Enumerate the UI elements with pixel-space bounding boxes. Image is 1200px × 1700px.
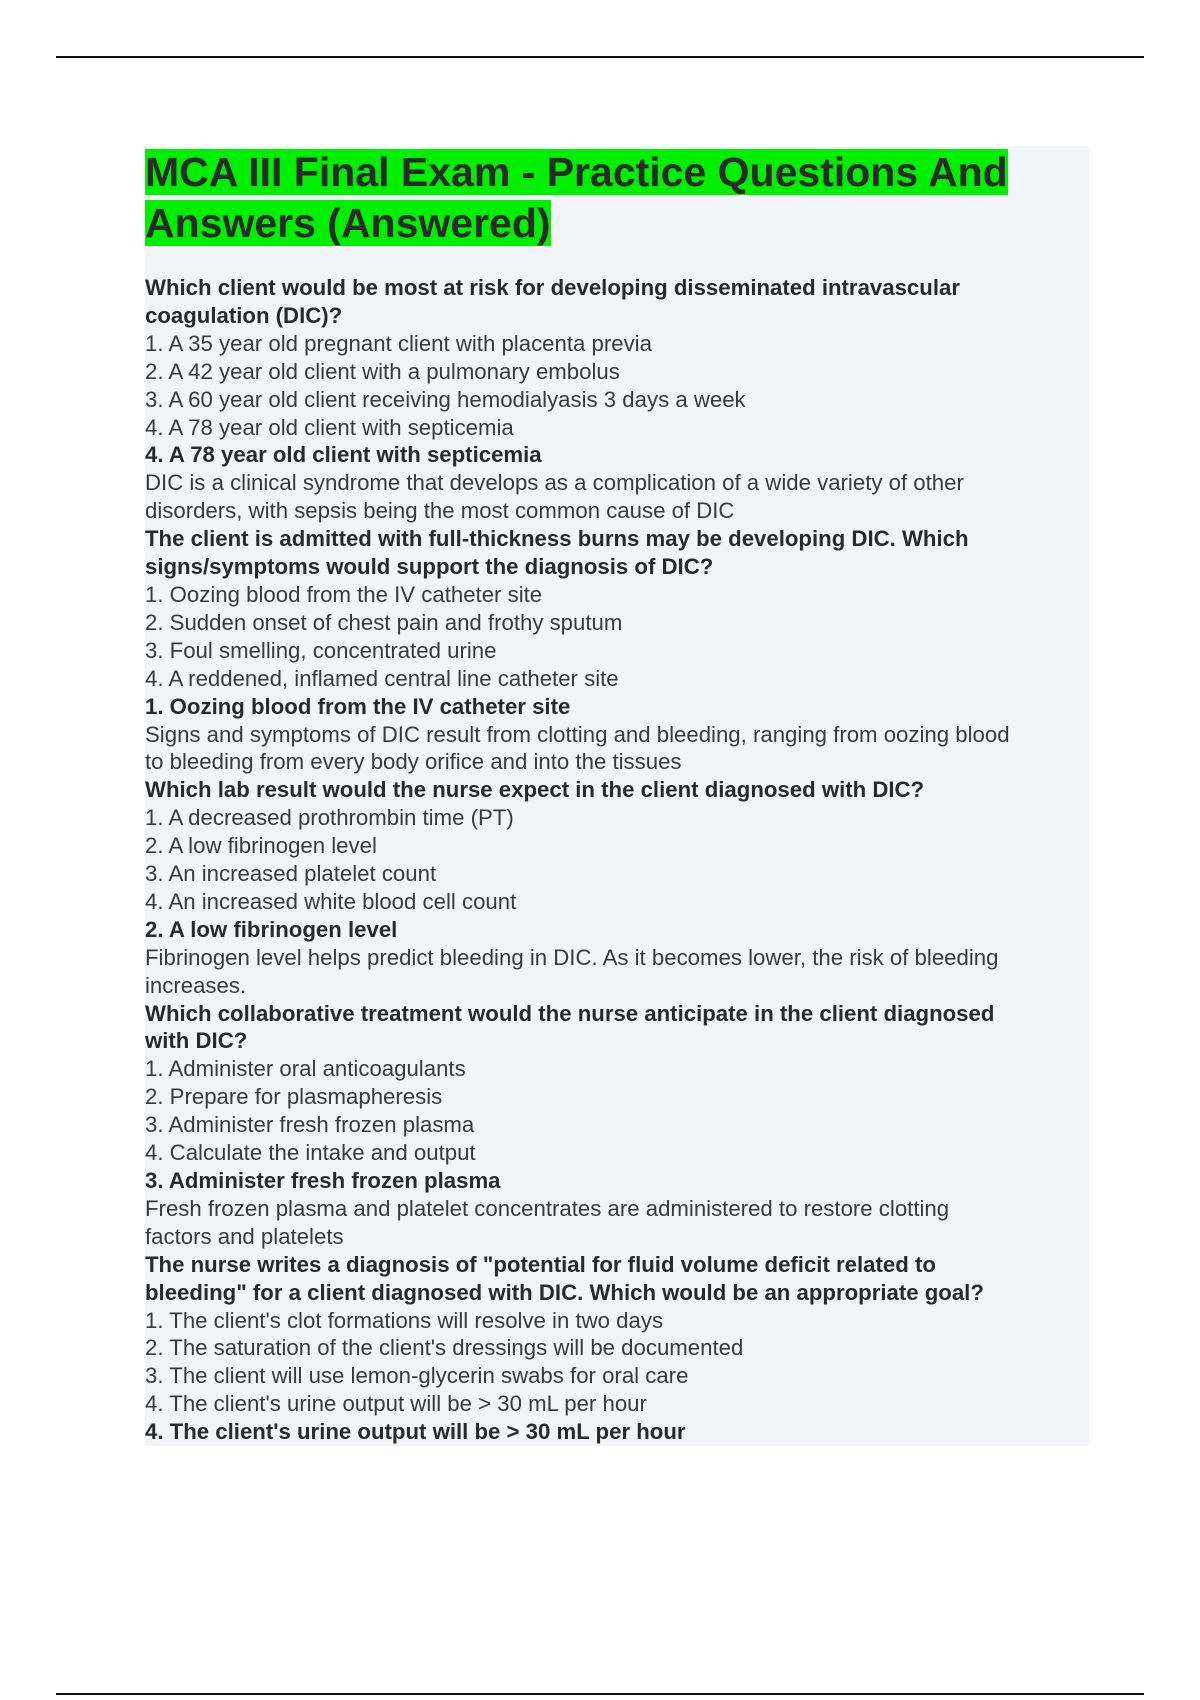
option-list: [145, 330, 1089, 442]
question-block: [145, 1000, 1089, 1251]
question-line: Which collaborative treatment would the nurse anticipate in the client diagnosed: [145, 1000, 995, 1026]
answer-option: 4. An increased white blood cell count: [145, 888, 517, 914]
question-text: [145, 776, 1089, 804]
explanation-line: Fibrinogen level helps predict bleeding in DIC. As it becomes lower, the risk of bleeding: [145, 944, 999, 970]
question-line: with DIC?: [145, 1028, 248, 1054]
question-line: The nurse writes a diagnosis of "potential for fluid volume deficit related to: [145, 1251, 936, 1277]
answer-option: 3. Foul smelling, concentrated urine: [145, 637, 497, 663]
title-block: [145, 147, 1089, 249]
answer-option: 1. A 35 year old pregnant client with placenta previa: [145, 330, 652, 356]
explanation-line: DIC is a clinical syndrome that develops as a complication of a wide variety of other: [145, 470, 964, 496]
question-text: [145, 1251, 1089, 1307]
question-block: [145, 274, 1089, 525]
answer-option: 1. A decreased prothrombin time (PT): [145, 805, 514, 831]
explanation: [145, 469, 1089, 525]
correct-answer: 1. Oozing blood from the IV catheter site: [145, 693, 571, 719]
option-list: [145, 581, 1089, 693]
answer-option: 2. Sudden onset of chest pain and frothy sputum: [145, 609, 623, 635]
explanation-line: to bleeding from every body orifice and into the tissues: [145, 749, 682, 775]
answer-option: 3. The client will use lemon-glycerin swabs for oral care: [145, 1363, 689, 1389]
correct-answer: 2. A low fibrinogen level: [145, 916, 398, 942]
question-text: [145, 525, 1089, 581]
answer-option: 2. The saturation of the client's dressings will be documented: [145, 1335, 744, 1361]
answer-option: 3. An increased platelet count: [145, 861, 437, 887]
title-line-2: Answers (Answered): [145, 200, 551, 246]
question-list: [145, 274, 1089, 1446]
answer-option: 2. A low fibrinogen level: [145, 833, 377, 859]
explanation-line: increases.: [145, 972, 247, 998]
question-line: Which lab result would the nurse expect in the client diagnosed with DIC?: [145, 777, 925, 803]
answer-option: 4. The client's urine output will be > 30 mL per hour: [145, 1391, 647, 1417]
question-block: [145, 1251, 1089, 1446]
explanation: [145, 1195, 1089, 1251]
correct-answer: 4. The client's urine output will be > 30 mL per hour: [145, 1419, 686, 1445]
question-block: [145, 525, 1089, 776]
explanation: [145, 721, 1089, 777]
correct-answer: 4. A 78 year old client with septicemia: [145, 442, 542, 468]
answer-option: 3. Administer fresh frozen plasma: [145, 1112, 475, 1138]
option-list: [145, 804, 1089, 916]
answer-option: 3. A 60 year old client receiving hemodialyasis 3 days a week: [145, 386, 746, 412]
question-text: [145, 1000, 1089, 1056]
header-rule: [56, 56, 1144, 58]
question-block: [145, 776, 1089, 999]
explanation-line: disorders, with sepsis being the most common cause of DIC: [145, 498, 735, 524]
correct-answer: 3. Administer fresh frozen plasma: [145, 1168, 501, 1193]
answer-option: 4. Calculate the intake and output: [145, 1140, 476, 1166]
explanation-line: factors and platelets: [145, 1223, 344, 1249]
answer-option: 2. A 42 year old client with a pulmonary embolus: [145, 358, 620, 384]
answer-option: 1. Oozing blood from the IV catheter site: [145, 581, 543, 607]
question-line: coagulation (DIC)?: [145, 302, 343, 328]
explanation-line: Signs and symptoms of DIC result from clotting and bleeding, ranging from oozing blood: [145, 721, 1010, 747]
question-line: signs/symptoms would support the diagnosis of DIC?: [145, 554, 714, 580]
option-list: [145, 1055, 1089, 1167]
question-line: The client is admitted with full-thickness burns may be developing DIC. Which: [145, 526, 969, 552]
title-line-1: MCA III Final Exam - Practice Questions And: [145, 149, 1008, 195]
answer-option: 4. A reddened, inflamed central line catheter site: [145, 665, 619, 691]
answer-option: 4. A 78 year old client with septicemia: [145, 414, 514, 440]
option-list: [145, 1307, 1089, 1419]
explanation-line: Fresh frozen plasma and platelet concentrates are administered to restore clotting: [145, 1195, 950, 1221]
question-text: [145, 274, 1089, 330]
footer-rule: [56, 1693, 1144, 1695]
answer-option: 1. The client's clot formations will resolve in two days: [145, 1307, 664, 1333]
question-line: bleeding" for a client diagnosed with DIC. Which would be an appropriate goal?: [145, 1279, 984, 1305]
explanation: [145, 944, 1089, 1000]
answer-option: 1. Administer oral anticoagulants: [145, 1056, 466, 1082]
question-line: Which client would be most at risk for developing disseminated intravascular: [145, 275, 960, 300]
answer-option: 2. Prepare for plasmapheresis: [145, 1084, 443, 1110]
page-title: [145, 147, 1089, 249]
